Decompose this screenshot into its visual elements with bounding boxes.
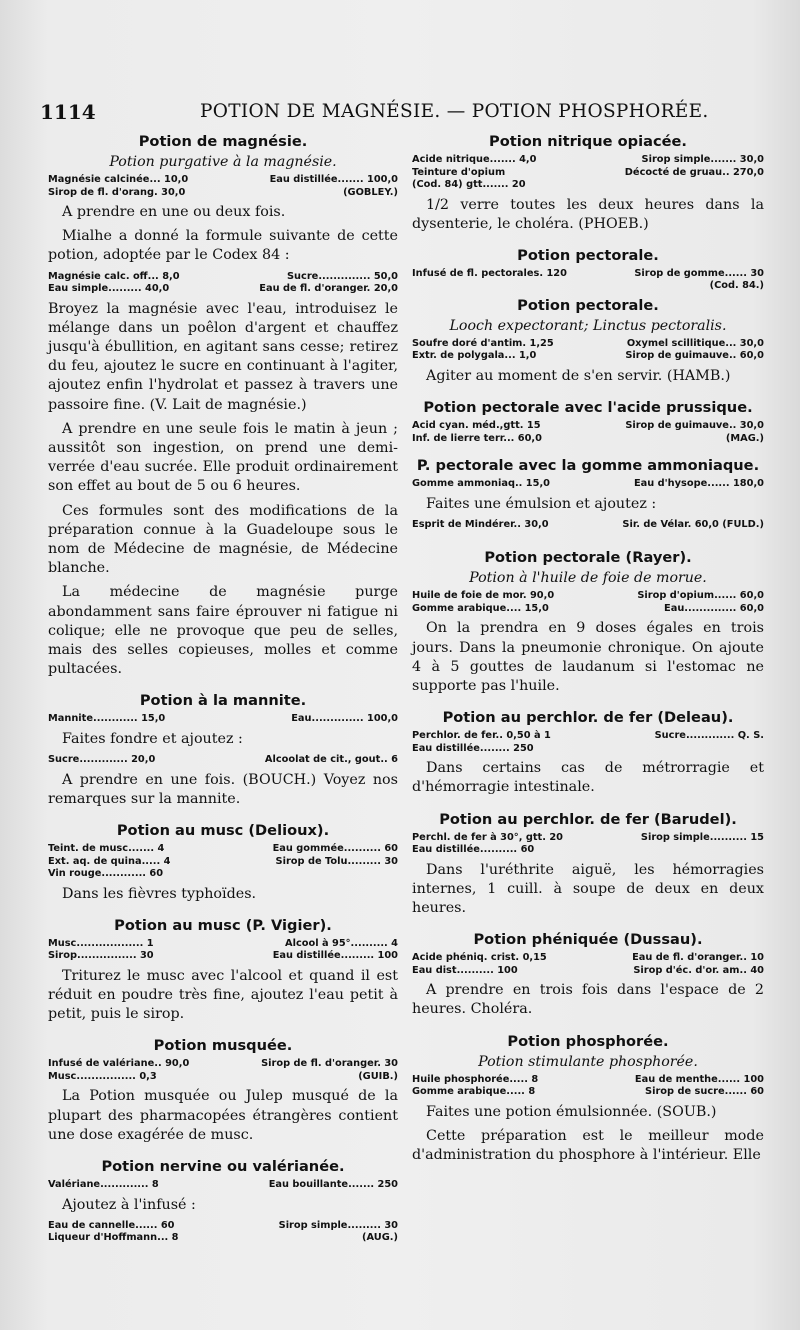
paragraph: Dans l'uréthrite aiguë, les hémorragies internes, 1 cuill. à soupe de deux en deux heures. — [412, 861, 764, 916]
recipe-title: Potion au musc (P. Vigier). — [114, 916, 332, 934]
ingredient-list — [48, 271, 398, 296]
ingredient: Eau gommée.......... 60 — [272, 843, 398, 855]
ingredient: Sucre.............. 50,0 — [287, 270, 398, 282]
paragraph: 1/2 verre toutes les deux heures dans la dysenterie, le choléra. (PHOEB.) — [412, 196, 764, 232]
ingredient: Sirop de guimauve.. 60,0 — [625, 350, 764, 362]
recipe-title: Potion musquée. — [153, 1037, 293, 1055]
ingredient: Sirop de sucre...... 60 — [645, 1086, 764, 1098]
attribution: (MAG.) — [725, 432, 764, 444]
page-number: 1114 — [40, 100, 96, 124]
ingredient-list — [412, 338, 764, 363]
ingredient: Sirop de fl. d'oranger. 30 — [261, 1058, 398, 1070]
ingredient-list — [412, 154, 764, 192]
paragraph: Agiter au moment de s'en servir. (HAMB.) — [426, 367, 731, 384]
ingredient: Extr. de polygala... 1,0 — [412, 350, 537, 362]
ingredient-list — [412, 730, 764, 755]
ingredient: Sirop d'éc. d'or. am.. 40 — [633, 964, 764, 976]
ingredient-list — [48, 754, 398, 767]
recipe-title: Potion phosphorée. — [507, 1032, 669, 1050]
recipe-title: P. pectorale avec la gomme ammoniaque. — [416, 457, 760, 475]
ingredient: Eau distillée......... 100 — [272, 950, 398, 962]
ingredient: Acid cyan. méd.,gtt. 15 — [412, 420, 541, 432]
recipe-title: Potion au perchlor. de fer (Deleau). — [442, 709, 734, 727]
attribution: (AUG.) — [362, 1232, 398, 1244]
attribution: (Cod. 84.) — [709, 280, 764, 292]
ingredient-list — [48, 843, 398, 881]
ingredient-list — [412, 519, 764, 532]
recipe-title: Potion au musc (Delioux). — [116, 822, 330, 840]
ingredient: Sirop simple.......... 15 — [640, 831, 764, 843]
ingredient: Sirop de gomme...... 30 — [634, 267, 764, 279]
right-column — [412, 133, 764, 1170]
ingredient: (Cod. 84) gtt....... 20 — [412, 179, 526, 190]
ingredient: Perchl. de fer à 30°, gtt. 20 — [412, 831, 563, 843]
paragraph: Broyez la magnésie avec l'eau, introduisez le mélange dans un poêlon d'argent et chauffez jusqu'à ébullition, en agitant sans cesse; retirez du feu, ajoutez le sucre en continuant à l'agiter, ajoutez enfin l'hydrolat et passez à travers une passoire fine. (V. Lait de magnésie.) — [48, 300, 398, 413]
ingredient: Décocté de gruau.. 270,0 — [624, 166, 764, 178]
recipe-subtitle: Potion purgative à la magnésie. — [109, 154, 337, 170]
paragraph: Faites une émulsion et ajoutez : — [426, 495, 657, 512]
paragraph: La Potion musquée ou Julep musqué de la plupart des pharmacopées étrangères contient une dose exagérée de musc. — [48, 1088, 398, 1143]
ingredient: Eau distillée.......... 60 — [412, 844, 535, 856]
ingredient-list — [412, 478, 764, 491]
paragraph: Dans certains cas de métrorragie et d'hémorragie intestinale. — [412, 760, 764, 796]
ingredient — [412, 280, 581, 293]
ingredient: Mannite............ 15,0 — [48, 713, 166, 725]
ingredient: Sirop d'opium...... 60,0 — [637, 590, 764, 602]
attribution: (GOBLEY.) — [343, 186, 398, 198]
ingredient: Huile phosphorée..... 8 — [412, 1073, 539, 1085]
paragraph: Cette préparation est le meilleur mode d'administration du phosphore à l'intérieur. Elle — [412, 1127, 764, 1163]
ingredient: Eau distillée....... 100,0 — [269, 174, 398, 185]
recipe-title: Potion pectorale avec l'acide prussique. — [423, 399, 753, 417]
paragraph: A prendre en une fois. (BOUCH.) Voyez nos remarques sur la mannite. — [48, 771, 398, 807]
ingredient: Sirop de guimauve.. 30,0 — [625, 420, 764, 432]
left-column — [48, 133, 398, 1249]
paragraph: A prendre en une seule fois le matin à jeun ; aussitôt son ingestion, on prend une demi-verrée d'eau sucrée. Elle produit ordinairement son effet au bout de 5 ou 6 heures. — [48, 420, 398, 495]
paragraph: On la prendra en 9 doses égales en trois jours. Dans la pneumonie chronique. On ajoute 4 à 5 gouttes de laudanum si l'estomac ne supporte pas l'huile. — [412, 620, 764, 694]
ingredient-list — [412, 420, 764, 445]
paragraph: Faites une potion émulsionnée. (SOUB.) — [426, 1103, 717, 1120]
running-title: POTION DE MAGNÉSIE. — POTION PHOSPHORÉE. — [200, 101, 709, 122]
ingredient: Eau de cannelle...... 60 — [48, 1219, 175, 1231]
ingredient: Eau simple......... 40,0 — [48, 283, 170, 295]
ingredient: Gomme arabique.... 15,0 — [412, 602, 549, 614]
ingredient: Acide phéniq. crist. 0,15 — [412, 952, 547, 964]
ingredient: Esprit de Mindérer.. 30,0 — [412, 518, 549, 530]
recipe-title: Potion à la mannite. — [139, 692, 307, 710]
ingredient: Gomme ammoniaq.. 15,0 — [412, 478, 550, 490]
ingredient: Infusé de fl. pectorales. 120 — [412, 267, 567, 279]
ingredient: Eau distillée........ 250 — [412, 742, 534, 754]
ingredient-list — [412, 268, 764, 293]
paragraph: A prendre en une ou deux fois. — [62, 204, 286, 220]
ingredient: Eau de menthe...... 100 — [634, 1073, 764, 1085]
recipe-title: Potion de magnésie. — [138, 133, 308, 150]
ingredient: Alcool à 95°.......... 4 — [285, 937, 398, 949]
ingredient: Eau bouillante....... 250 — [268, 1179, 398, 1190]
recipe-subtitle: Potion stimulante phosphorée. — [478, 1053, 698, 1070]
ingredient: Sirop de fl. d'orang. 30,0 — [48, 186, 186, 198]
ingredient: Ext. aq. de quina..... 4 — [48, 855, 171, 867]
ingredient-list — [48, 1058, 398, 1083]
ingredient: Sucre............. 20,0 — [48, 754, 156, 766]
ingredient — [581, 179, 764, 192]
ingredient: Perchlor. de fer.. 0,50 à 1 — [412, 730, 551, 742]
ingredient: Sir. de Vélar. 60,0 (FULD.) — [622, 518, 764, 530]
ingredient: Acide nitrique....... 4,0 — [412, 154, 537, 165]
ingredient: Inf. de lierre terr... 60,0 — [412, 432, 542, 444]
ingredient: Teint. de musc....... 4 — [48, 843, 165, 855]
ingredient: Huile de foie de mor. 90,0 — [412, 590, 555, 602]
ingredient: Infusé de valériane.. 90,0 — [48, 1058, 190, 1070]
ingredient: Liqueur d'Hoffmann... 8 — [48, 1232, 179, 1244]
ingredient-list — [48, 713, 398, 726]
recipe-title: Potion phéniquée (Dussau). — [473, 931, 703, 949]
paragraph: Mialhe a donné la formule suivante de cette potion, adoptée par le Codex 84 : — [48, 228, 398, 264]
ingredient: Eau.............. 60,0 — [664, 602, 764, 614]
recipe-title: Potion nitrique opiacée. — [489, 133, 687, 150]
ingredient: Gomme arabique..... 8 — [412, 1086, 536, 1098]
ingredient: Soufre doré d'antim. 1,25 — [412, 337, 554, 349]
paragraph: Ajoutez à l'infusé : — [62, 1196, 196, 1213]
ingredient: Musc.................. 1 — [48, 937, 154, 949]
ingredient: Oxymel scillitique... 30,0 — [626, 337, 764, 349]
ingredient-list — [412, 832, 764, 857]
ingredient: Eau d'hysope...... 180,0 — [633, 478, 764, 490]
ingredient: Magnésie calcinée... 10,0 — [48, 174, 189, 185]
ingredient: Sirop simple....... 30,0 — [641, 154, 764, 165]
recipe-subtitle: Looch expectorant; Linctus pectoralis. — [449, 317, 727, 334]
ingredient: Musc................ 0,3 — [48, 1070, 157, 1082]
ingredient: Eau.............. 100,0 — [291, 713, 398, 725]
ingredient: Vin rouge............ 60 — [48, 868, 164, 880]
ingredient-list — [48, 174, 398, 199]
ingredient — [581, 844, 764, 857]
attribution: (GUIB.) — [358, 1070, 398, 1082]
paragraph: La médecine de magnésie purge abondamment sans faire éprouver ni fatigue ni colique; elle ne provoque que peu de selles, mais des selles copieuses, molles et comme pultacées. — [48, 584, 398, 678]
ingredient: Alcoolat de cit., gout.. 6 — [264, 754, 398, 766]
ingredient: Sirop simple......... 30 — [278, 1219, 398, 1231]
recipe-title: Potion nervine ou valérianée. — [101, 1158, 345, 1175]
ingredient-list — [48, 1179, 398, 1192]
ingredient-list — [48, 1220, 398, 1245]
ingredient: Sirop................ 30 — [48, 950, 154, 962]
paragraph: Ces formules sont des modifications de la préparation connue à la Guadeloupe sous le nom de Médecine de magnésie, de Médecine blanche. — [48, 502, 398, 577]
ingredient: Teinture d'opium — [412, 166, 506, 178]
paragraph: Dans les fièvres typhoïdes. — [62, 885, 257, 902]
recipe-title: Potion pectorale. — [517, 296, 659, 314]
ingredient-list — [412, 952, 764, 977]
running-header — [40, 100, 760, 126]
ingredient — [216, 868, 398, 881]
recipe-subtitle: Potion à l'huile de foie de morue. — [469, 570, 707, 587]
ingredient: Sucre............. Q. S. — [654, 730, 764, 742]
ingredient — [581, 743, 764, 756]
ingredient: Sirop de Tolu......... 30 — [275, 855, 398, 867]
recipe-title: Potion pectorale. — [517, 246, 659, 264]
paragraph: A prendre en trois fois dans l'espace de 2 heures. Choléra. — [412, 982, 764, 1018]
ingredient: Magnésie calc. off... 8,0 — [48, 270, 180, 282]
recipe-title: Potion pectorale (Rayer). — [484, 549, 692, 567]
ingredient-list — [48, 938, 398, 963]
ingredient-list — [412, 590, 764, 615]
ingredient-list — [412, 1074, 764, 1099]
ingredient: Eau dist.......... 100 — [412, 964, 518, 976]
paragraph: Faites fondre et ajoutez : — [62, 730, 243, 747]
ingredient: Eau de fl. d'oranger.. 10 — [632, 952, 764, 964]
ingredient: Valériane............. 8 — [48, 1179, 159, 1190]
ingredient: Eau de fl. d'oranger. 20,0 — [259, 283, 398, 295]
recipe-title: Potion au perchlor. de fer (Barudel). — [439, 810, 737, 828]
paragraph: Triturez le musc avec l'alcool et quand il est réduit en poudre très fine, ajoutez l'eau petit à petit, puis le sirop. — [48, 967, 398, 1023]
